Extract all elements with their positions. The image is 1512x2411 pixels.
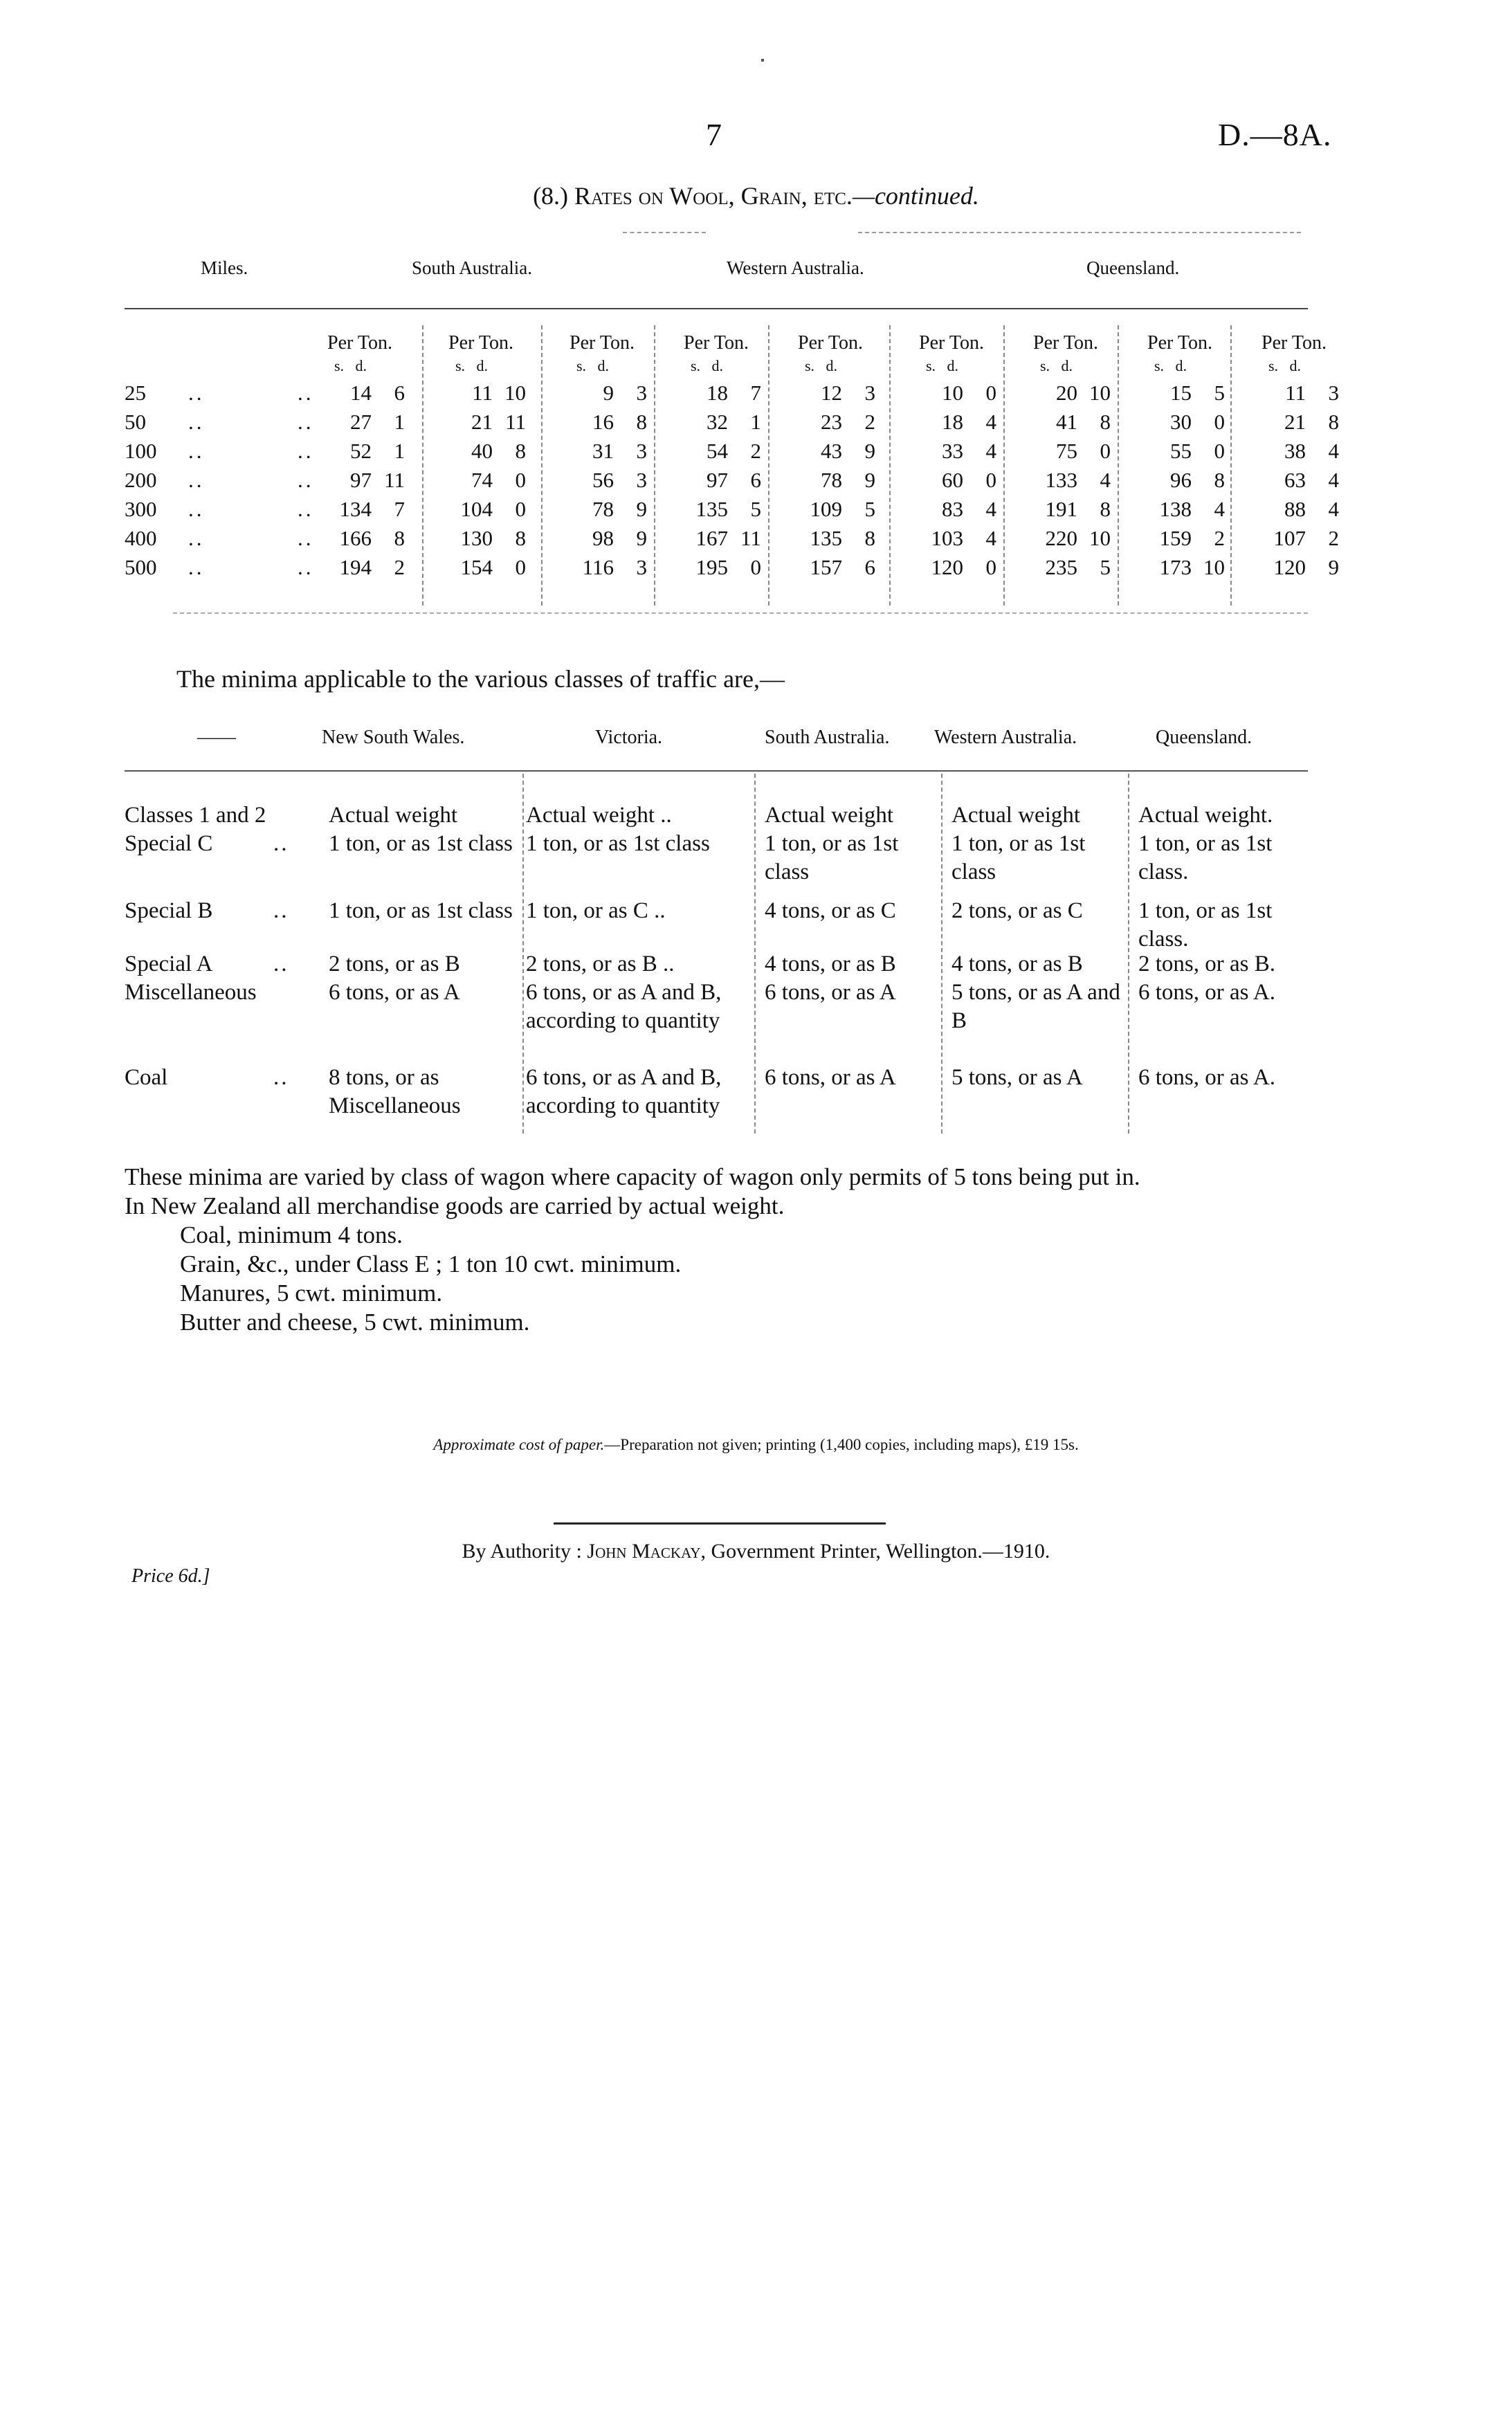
minima-cell: 1 ton, or as 1st class <box>951 831 1086 884</box>
leader-dots: .. <box>273 898 289 923</box>
section-title-main: Rates on Wool, Grain, etc. <box>574 182 853 210</box>
rate-shillings: 235 <box>1045 555 1077 579</box>
rate-pence: 8 <box>1100 410 1111 434</box>
group-south-australia: South Australia. <box>412 257 532 278</box>
column-divider <box>1128 774 1129 1134</box>
rate-pence: 8 <box>515 439 526 463</box>
rate-pence: 2 <box>1214 526 1225 550</box>
section-number: (8.) <box>533 182 569 210</box>
rate-shillings: 195 <box>695 555 728 579</box>
rate-pence: 11 <box>505 410 526 434</box>
rate-pence: 5 <box>750 497 761 521</box>
cost-of-paper <box>0 1436 1512 1454</box>
rate-pence: 11 <box>384 468 405 492</box>
rate-pence: 0 <box>1214 439 1225 463</box>
rate-shillings: 31 <box>592 439 614 463</box>
rate-pence: 9 <box>636 526 647 550</box>
minima-cell: 4 tons, or as C <box>765 898 896 923</box>
rates-top-rule <box>125 308 1308 309</box>
rate-column-units: s. d. <box>691 357 724 374</box>
rate-shillings: 52 <box>350 439 372 463</box>
minima-cell: 6 tons, or as A and B, according to quantity <box>526 980 722 1033</box>
rate-pence: 5 <box>1100 555 1111 579</box>
leader-dots: .. <box>298 526 314 550</box>
minima-cell: 6 tons, or as A <box>765 980 896 1005</box>
rate-pence: 9 <box>1328 555 1339 579</box>
minima-row-label: Special C <box>125 831 213 856</box>
rate-column-units: s. d. <box>1154 357 1187 374</box>
rate-pence: 7 <box>750 381 761 405</box>
rate-shillings: 43 <box>821 439 842 463</box>
rate-pence: 4 <box>1100 468 1111 492</box>
rate-shillings: 75 <box>1056 439 1077 463</box>
rate-shillings: 134 <box>339 497 372 521</box>
rate-pence: 9 <box>864 439 875 463</box>
rate-pence: 4 <box>985 439 996 463</box>
minima-cell: 4 tons, or as B <box>765 952 896 976</box>
rate-column-units: s. d. <box>1268 357 1302 374</box>
column-divider <box>941 774 942 1134</box>
imprint-by: By Authority : <box>462 1540 582 1563</box>
rate-column-header: Per Ton. <box>798 332 863 354</box>
leader-dots: .. <box>188 555 205 579</box>
section-title <box>0 181 1512 210</box>
rate-pence: 4 <box>1328 497 1339 521</box>
rate-shillings: 78 <box>821 468 842 492</box>
rate-pence: 4 <box>985 497 996 521</box>
minima-cell: 1 ton, or as C .. <box>526 898 666 923</box>
rate-shillings: 9 <box>603 381 614 405</box>
rate-pence: 2 <box>1328 526 1339 550</box>
rate-row <box>125 497 1339 526</box>
leader-dots: .. <box>298 468 314 492</box>
rate-shillings: 15 <box>1170 381 1192 405</box>
minima-cell: 2 tons, or as B <box>329 952 460 976</box>
rate-shillings: 120 <box>1273 555 1306 579</box>
rate-shillings: 135 <box>810 526 842 550</box>
note-new-zealand: In New Zealand all merchandise goods are carried by actual weight. <box>125 1192 785 1219</box>
rate-pence: 6 <box>394 381 405 405</box>
rate-column-header: Per Ton. <box>1261 332 1327 354</box>
leader-dots: .. <box>298 555 314 579</box>
minima-cell: 1 ton, or as 1st class <box>329 831 513 856</box>
note-grain: Grain, &c., under Class E ; 1 ton 10 cwt. minimum. <box>180 1250 682 1277</box>
minima-cell: 1 ton, or as 1st class. <box>1138 898 1273 952</box>
imprint-name: John Mackay, <box>587 1540 706 1563</box>
rate-shillings: 220 <box>1045 526 1077 550</box>
cost-label: Approximate cost of paper. <box>433 1436 605 1453</box>
rate-shillings: 12 <box>821 381 842 405</box>
rate-shillings: 97 <box>350 468 372 492</box>
rate-shillings: 167 <box>695 526 728 550</box>
minima-header-nsw: New South Wales. <box>322 727 465 748</box>
minima-cell: 1 ton, or as 1st class <box>526 831 710 856</box>
price: Price 6d.] <box>131 1565 210 1587</box>
rate-row <box>125 526 1339 555</box>
leader-dots: .. <box>188 468 205 492</box>
rate-shillings: 154 <box>460 555 493 579</box>
leader-dots: .. <box>298 381 314 405</box>
minima-header-south-australia: South Australia. <box>765 727 890 748</box>
rate-column-header: Per Ton. <box>684 332 749 354</box>
rate-shillings: 40 <box>471 439 493 463</box>
rate-pence: 0 <box>985 555 996 579</box>
rate-row <box>125 468 1339 497</box>
minima-header-rule <box>125 770 1308 772</box>
rate-pence: 0 <box>985 381 996 405</box>
group-queensland: Queensland. <box>1086 257 1180 278</box>
minima-cell: Actual weight .. <box>526 803 672 828</box>
title-rule <box>623 232 706 233</box>
rate-shillings: 109 <box>810 497 842 521</box>
imprint-rest: Government Printer, Wellington.—1910. <box>711 1540 1050 1563</box>
rate-shillings: 78 <box>592 497 614 521</box>
leader-dots: .. <box>188 410 205 434</box>
rate-shillings: 191 <box>1045 497 1077 521</box>
minima-cell: Actual weight. <box>1138 803 1273 828</box>
leader-dots: .. <box>188 526 205 550</box>
rate-pence: 8 <box>1100 497 1111 521</box>
rate-pence: 5 <box>1214 381 1225 405</box>
rate-row-miles: 50 <box>125 410 146 434</box>
rate-row <box>125 410 1339 439</box>
rate-column-header: Per Ton. <box>327 332 392 354</box>
rate-pence: 6 <box>750 468 761 492</box>
group-western-australia: Western Australia. <box>727 257 864 278</box>
rate-shillings: 173 <box>1159 555 1192 579</box>
rate-pence: 0 <box>1100 439 1111 463</box>
rate-column-header: Per Ton. <box>1033 332 1098 354</box>
notes <box>125 1163 1308 1337</box>
rate-pence: 10 <box>1089 381 1111 405</box>
minima-cell: 1 ton, or as 1st class <box>329 898 513 923</box>
minima-cell: 2 tons, or as B. <box>1138 952 1275 976</box>
minima-cell: Actual weight <box>951 803 1081 828</box>
rate-pence: 4 <box>1328 468 1339 492</box>
rate-pence: 0 <box>515 555 526 579</box>
rate-pence: 0 <box>515 497 526 521</box>
minima-cell: 5 tons, or as A <box>951 1065 1083 1090</box>
rate-shillings: 21 <box>1284 410 1306 434</box>
rate-shillings: 96 <box>1170 468 1192 492</box>
rate-pence: 0 <box>985 468 996 492</box>
rate-shillings: 138 <box>1159 497 1192 521</box>
rate-shillings: 166 <box>339 526 372 550</box>
note-manures: Manures, 5 cwt. minimum. <box>180 1280 443 1307</box>
rate-shillings: 194 <box>339 555 372 579</box>
rate-pence: 2 <box>750 439 761 463</box>
rate-shillings: 116 <box>582 555 614 579</box>
rate-row-miles: 100 <box>125 439 157 463</box>
rate-shillings: 104 <box>460 497 493 521</box>
rate-shillings: 18 <box>707 381 728 405</box>
rate-pence: 3 <box>1328 381 1339 405</box>
rate-shillings: 97 <box>707 468 728 492</box>
rate-pence: 10 <box>1089 526 1111 550</box>
rate-pence: 8 <box>394 526 405 550</box>
rate-column-units: s. d. <box>805 357 838 374</box>
rate-shillings: 135 <box>695 497 728 521</box>
rate-shillings: 56 <box>592 468 614 492</box>
rate-column-units: s. d. <box>334 357 367 374</box>
rate-row <box>125 439 1339 468</box>
rate-pence: 11 <box>740 526 761 550</box>
leader-dots: .. <box>188 381 205 405</box>
column-divider <box>522 774 524 1134</box>
rate-shillings: 103 <box>931 526 963 550</box>
stray-mark <box>761 59 764 62</box>
minima-cell: Actual weight <box>329 803 458 828</box>
rate-shillings: 130 <box>460 526 493 550</box>
rate-shillings: 33 <box>942 439 963 463</box>
rate-shillings: 32 <box>707 410 728 434</box>
rate-pence: 2 <box>394 555 405 579</box>
rate-row-miles: 500 <box>125 555 157 579</box>
rate-column-header: Per Ton. <box>919 332 984 354</box>
minima-cell: Actual weight <box>765 803 894 828</box>
rate-pence: 0 <box>750 555 761 579</box>
rate-pence: 9 <box>864 468 875 492</box>
cost-text: —Preparation not given; printing (1,400 copies, including maps), £19 15s. <box>604 1436 1079 1453</box>
leader-dots: .. <box>298 439 314 463</box>
rate-shillings: 41 <box>1056 410 1077 434</box>
rate-shillings: 55 <box>1170 439 1192 463</box>
rate-pence: 2 <box>864 410 875 434</box>
rate-pence: 8 <box>1214 468 1225 492</box>
rate-pence: 3 <box>636 381 647 405</box>
rate-pence: 4 <box>1214 497 1225 521</box>
rate-pence: 1 <box>394 410 405 434</box>
rate-shillings: 11 <box>472 381 493 405</box>
rate-shillings: 27 <box>350 410 372 434</box>
rate-shillings: 63 <box>1284 468 1306 492</box>
minima-cell: 5 tons, or as A and B <box>951 980 1120 1033</box>
minima-row-label: Coal <box>125 1065 168 1090</box>
rate-shillings: 54 <box>707 439 728 463</box>
rate-shillings: 98 <box>592 526 614 550</box>
rate-pence: 3 <box>636 439 647 463</box>
rate-pence: 1 <box>394 439 405 463</box>
rate-column-units: s. d. <box>576 357 610 374</box>
rate-pence: 8 <box>515 526 526 550</box>
minima-cell: 6 tons, or as A. <box>1138 1065 1275 1090</box>
rate-column-units: s. d. <box>1040 357 1073 374</box>
rate-pence: 4 <box>1328 439 1339 463</box>
leader-dots: .. <box>188 497 205 521</box>
rate-pence: 8 <box>636 410 647 434</box>
rate-column-units: s. d. <box>926 357 959 374</box>
rate-row-miles: 400 <box>125 526 157 550</box>
miles-label: Miles. <box>201 257 248 278</box>
column-divider <box>754 774 756 1134</box>
rate-shillings: 120 <box>931 555 963 579</box>
rate-pence: 6 <box>864 555 875 579</box>
minima-cell: 6 tons, or as A <box>329 980 460 1005</box>
note-coal: Coal, minimum 4 tons. <box>180 1221 403 1248</box>
note-wagon-capacity: These minima are varied by class of wagon where capacity of wagon only permits of 5 tons being put in. <box>125 1163 1140 1190</box>
minima-row-label: Miscellaneous <box>125 980 257 1005</box>
page-number: 7 <box>706 117 722 152</box>
rate-shillings: 60 <box>942 468 963 492</box>
minima-cell: 2 tons, or as C <box>951 898 1083 923</box>
rates-bottom-rule <box>173 612 1308 614</box>
rate-shillings: 107 <box>1273 526 1306 550</box>
rate-shillings: 30 <box>1170 410 1192 434</box>
rate-pence: 4 <box>985 526 996 550</box>
rates-table-heading <box>125 257 1308 292</box>
minima-cell: 4 tons, or as B <box>951 952 1083 976</box>
rate-shillings: 18 <box>942 410 963 434</box>
rate-shillings: 20 <box>1056 381 1077 405</box>
rate-row-miles: 200 <box>125 468 157 492</box>
minima-header-victoria: Victoria. <box>595 727 663 748</box>
rate-column-header: Per Ton. <box>1147 332 1212 354</box>
rate-pence: 3 <box>636 555 647 579</box>
printer-rule <box>554 1522 886 1525</box>
rate-shillings: 83 <box>942 497 963 521</box>
rate-shillings: 157 <box>810 555 842 579</box>
rate-shillings: 133 <box>1045 468 1077 492</box>
rate-pence: 3 <box>636 468 647 492</box>
leader-dots: .. <box>273 831 289 856</box>
rate-shillings: 23 <box>821 410 842 434</box>
rate-shillings: 159 <box>1159 526 1192 550</box>
minima-header-row <box>125 727 1308 761</box>
rate-pence: 7 <box>394 497 405 521</box>
leader-dots: .. <box>188 439 205 463</box>
rate-shillings: 16 <box>592 410 614 434</box>
rate-shillings: 38 <box>1284 439 1306 463</box>
rate-column-units: s. d. <box>455 357 489 374</box>
title-rule-right <box>858 232 1301 233</box>
rate-pence: 10 <box>504 381 526 405</box>
note-butter-cheese: Butter and cheese, 5 cwt. minimum. <box>180 1309 530 1336</box>
rate-pence: 5 <box>864 497 875 521</box>
minima-row-label: Classes 1 and 2 <box>125 803 266 828</box>
rate-row-miles: 25 <box>125 381 146 405</box>
minima-header-blank: —— <box>197 727 236 748</box>
minima-intro: The minima applicable to the various classes of traffic are,— <box>176 665 785 693</box>
minima-header-queensland: Queensland. <box>1156 727 1253 748</box>
rate-pence: 8 <box>1328 410 1339 434</box>
rate-pence: 3 <box>864 381 875 405</box>
minima-row-label: Special A <box>125 952 213 976</box>
leader-dots: .. <box>273 952 289 976</box>
minima-header-western-australia: Western Australia. <box>934 727 1077 748</box>
minima-cell: 6 tons, or as A and B, according to quantity <box>526 1065 722 1118</box>
leader-dots: .. <box>298 497 314 521</box>
minima-cell: 1 ton, or as 1st class. <box>1138 831 1273 884</box>
rate-pence: 9 <box>636 497 647 521</box>
rate-shillings: 21 <box>471 410 493 434</box>
rate-pence: 0 <box>515 468 526 492</box>
minima-cell: 2 tons, or as B .. <box>526 952 675 976</box>
minima-row-label: Special B <box>125 898 213 923</box>
minima-cell: 8 tons, or as Miscellaneous <box>329 1065 461 1118</box>
rate-shillings: 14 <box>350 381 372 405</box>
rate-column-header: Per Ton. <box>448 332 513 354</box>
rate-shillings: 10 <box>942 381 963 405</box>
rate-row <box>125 555 1339 584</box>
rate-row-miles: 300 <box>125 497 157 521</box>
section-title-continued: —continued. <box>852 182 979 210</box>
rate-pence: 0 <box>1214 410 1225 434</box>
leader-dots: .. <box>273 1065 289 1090</box>
minima-cell: 1 ton, or as 1st class <box>765 831 899 884</box>
rate-shillings: 88 <box>1284 497 1306 521</box>
rate-column-header: Per Ton. <box>570 332 635 354</box>
rate-pence: 8 <box>864 526 875 550</box>
rate-pence: 10 <box>1203 555 1225 579</box>
rate-pence: 4 <box>985 410 996 434</box>
minima-cell: 6 tons, or as A. <box>1138 980 1275 1005</box>
rate-row <box>125 381 1339 410</box>
rate-pence: 1 <box>750 410 761 434</box>
rate-shillings: 11 <box>1285 381 1306 405</box>
minima-cell: 6 tons, or as A <box>765 1065 896 1090</box>
leader-dots: .. <box>298 410 314 434</box>
document-reference: D.—8A. <box>1218 117 1332 152</box>
rate-shillings: 74 <box>471 468 493 492</box>
printer-imprint <box>0 1540 1512 1563</box>
